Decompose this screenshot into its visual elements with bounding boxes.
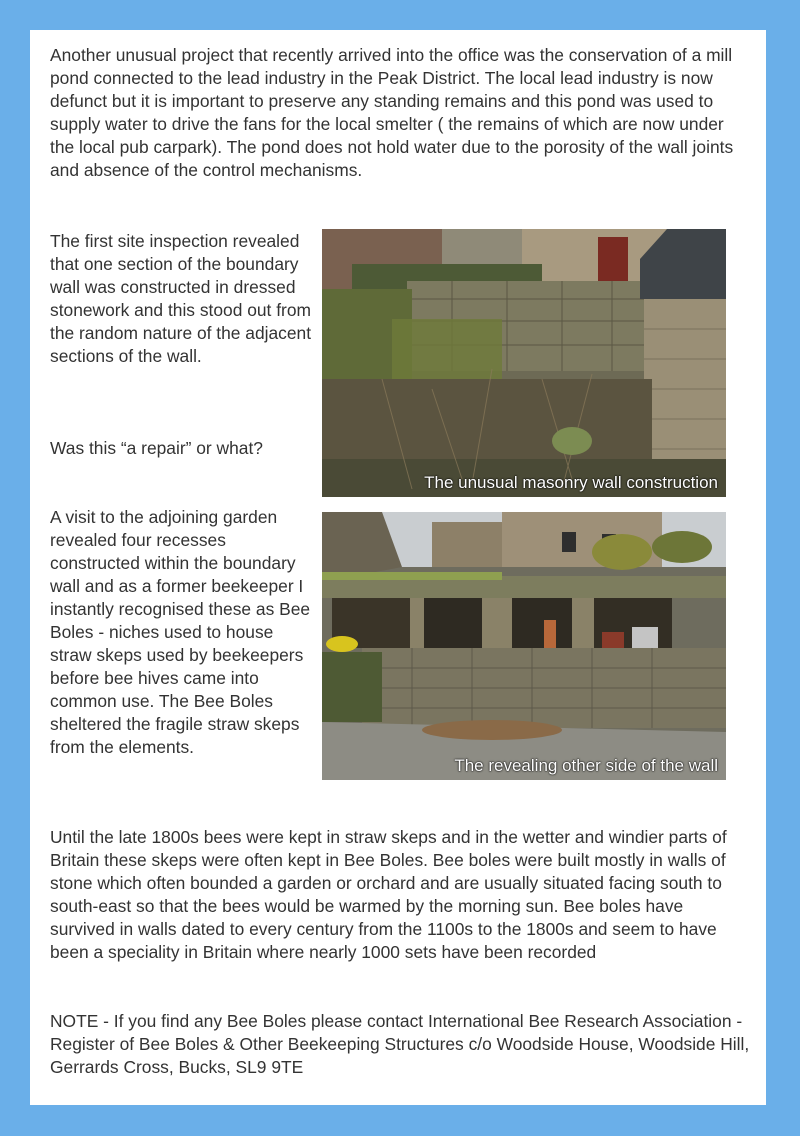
masonry-wall-photo <box>322 229 726 497</box>
intro-paragraph: Another unusual project that recently arrived into the office was the conservation of a mill pond connected to the lead industry in the Peak District. The local lead industry is now defunct but it is important to preserve any standing remains and this pond was used to supply water to drive the fans for the local smelter ( the remains of which are now under the local pub carpark). The pond does not hold water due to the porosity of the wall joints and absence of the control mechanisms. <box>50 45 734 180</box>
visit-paragraph: A visit to the adjoining garden revealed four recesses constructed within the boundary wall and as a former beekeeper I instantly recognised these as Bee Boles - niches used to house straw skeps used by beekeepers before bee hives came into common use. The Bee Boles sheltered the fragile straw skeps from the elements. <box>50 507 311 757</box>
bee-boles-caption: The revealing other side of the wall <box>454 756 718 775</box>
question-paragraph: Was this “a repair” or what? <box>50 438 263 458</box>
bee-boles-photo <box>322 512 726 780</box>
inspection-paragraph: The first site inspection revealed that one section of the boundary wall was constructed in dressed stonework and this stood out from the random nature of the adjacent sections of the wall. <box>50 231 312 366</box>
history-paragraph: Until the late 1800s bees were kept in straw skeps and in the wetter and windier parts of Britain these skeps were often kept in Bee Boles. Bee boles were built mostly in walls of stone which often bounded a garden or orchard and are usually situated facing south to south-east so that the bees would be warmed by the morning sun. Bee boles have survived in walls dated to every century from the 1100s to the 1800s and seem to have been a speciality in Britain where nearly 1000 sets have been recorded <box>50 827 727 962</box>
masonry-wall-caption: The unusual masonry wall construction <box>424 473 718 492</box>
document-page <box>30 30 766 1105</box>
note-paragraph: NOTE - If you find any Bee Boles please contact International Bee Research Association - Register of Bee Boles & Other Beekeeping Structures c/o Woodside House, Woodside Hill, Gerrards Cross, Bucks, SL9 9TE <box>50 1011 750 1077</box>
